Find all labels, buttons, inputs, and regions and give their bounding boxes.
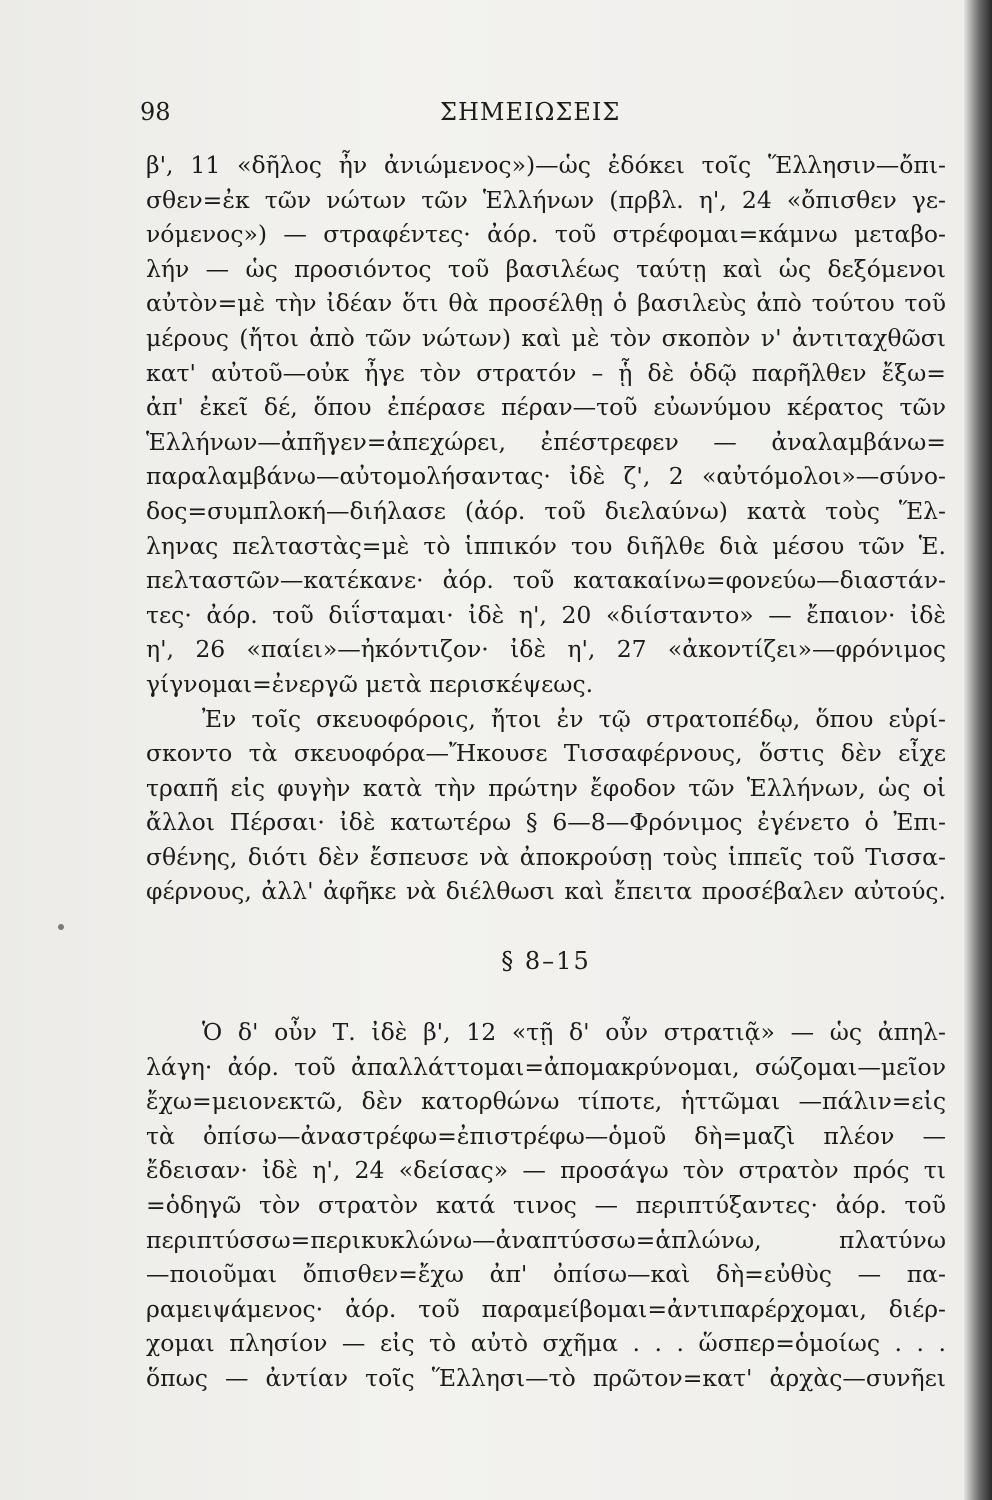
- text-line: λήν — ὡς προσιόντος τοῦ βασιλέως ταύτῃ καὶ ὡς δεξόμενοι: [146, 254, 946, 283]
- text-line: χομαι πλησίον — εἰς τὸ αὐτὸ σχῆμα . . . ὥσπερ=ὁμοίως . . .: [146, 1329, 946, 1358]
- text-line: περιπτύσσω=περικυκλώνω—ἀναπτύσσω=ἁπλώνω, πλατύνω: [146, 1225, 946, 1254]
- text-line: πελταστῶν—κατέκανε· ἀόρ. τοῦ κατακαίνω=φονεύω—διαστάν-: [146, 566, 946, 595]
- text-line: ληνας πελταστὰς=μὲ τὸ ἱππικόν του διῆλθε διὰ μέσου τῶν Ἑ.: [146, 531, 946, 560]
- text-line: σθένης, διότι δὲν ἔσπευσε νὰ ἀποκρούσῃ τοὺς ἱππεῖς τοῦ Τισσα-: [146, 842, 946, 871]
- text-line: β', 11 «δῆλος ἦν ἀνιώμενος»)—ὡς ἐδόκει τοῖς Ἕλλησιν—ὄπι-: [146, 151, 946, 179]
- text-line: ἄλλοι Πέρσαι· ἰδὲ κατωτέρω § 6—8—Φρόνιμος ἐγένετο ὁ Ἐπι-: [146, 808, 946, 837]
- text-line: λάγη· ἀόρ. τοῦ ἀπαλλάττομαι=ἀπομακρύνομαι, σώζομαι—μεῖον: [146, 1052, 946, 1081]
- page-header: [0, 98, 992, 132]
- paragraph-1: [146, 148, 946, 702]
- text-line: κατ' αὐτοῦ—οὐκ ἦγε τὸν στρατόν – ᾗ δὲ ὁδῷ παρῆλθεν ἔξω=: [146, 358, 946, 387]
- page-number: 98: [140, 98, 171, 126]
- text-line: δος=συμπλοκή—διήλασε (ἀόρ. τοῦ διελαύνω) κατὰ τοὺς Ἕλ-: [146, 496, 946, 525]
- text-line: σθεν=ἐκ τῶν νώτων τῶν Ἑλλήνων (πρβλ. η', 24 «ὄπισθεν γε-: [146, 185, 946, 214]
- paragraph-2: [146, 702, 946, 910]
- text-line: ἔχω=μειονεκτῶ, δὲν κατορθώνω τίποτε, ἡττῶμαι —πάλιν=εἰς: [146, 1087, 946, 1116]
- text-line: τραπῆ εἰς φυγὴν κατὰ τὴν πρώτην ἔφοδον τῶν Ἑλλήνων, ὡς οἱ: [146, 773, 946, 802]
- text-line: —ποιοῦμαι ὄπισθεν=ἔχω ἀπ' ὀπίσω—καὶ δὴ=εὐθὺς — πα-: [146, 1260, 946, 1289]
- text-line: αὐτὸν=μὲ τὴν ἰδέαν ὅτι θὰ προσέλθῃ ὁ βασιλεὺς ἀπὸ τούτου τοῦ: [146, 289, 946, 318]
- text-line: ἔδεισαν· ἰδὲ η', 24 «δείσας» — προσάγω τὸν στρατὸν πρός τι: [146, 1156, 946, 1185]
- ink-spot: [58, 924, 64, 930]
- text-line: η', 26 «παίει»—ἠκόντιζον· ἰδὲ η', 27 «ἀκοντίζει»—φρόνιμος: [146, 635, 946, 664]
- text-line: νόμενος») — στραφέντες· ἀόρ. τοῦ στρέφομαι=κάμνω μεταβο-: [146, 220, 946, 249]
- text-line: Ὁ δ' οὖν Τ. ἰδὲ β', 12 «τῇ δ' οὖν στρατιᾷ» — ὡς ἀπηλ-: [202, 1018, 946, 1047]
- text-line: σκοντο τὰ σκευοφόρα—Ἤκουσε Τισσαφέρνους, ὅστις δὲν εἶχε: [146, 739, 946, 768]
- section-heading: § 8–15: [501, 947, 591, 976]
- text-line: τὰ ὀπίσω—ἀναστρέφω=ἐπιστρέφω—ὁμοῦ δὴ=μαζὶ πλέον —: [146, 1121, 946, 1150]
- text-line: παραλαμβάνω—αὐτομολήσαντας· ἰδὲ ζ', 2 «αὐτόμολοι»—σύνο-: [146, 462, 946, 491]
- text-line: γίγνομαι=ἐνεργῶ μετὰ περισκέψεως.: [146, 669, 594, 698]
- text-block: [146, 148, 946, 1396]
- page-edge-shadow: [964, 0, 992, 1500]
- running-head: ΣΗΜΕΙΩΣΕΙΣ: [440, 98, 621, 126]
- text-line: ραμειψάμενος· ἀόρ. τοῦ παραμείβομαι=ἀντιπαρέρχομαι, διέρ-: [146, 1294, 946, 1323]
- text-line: =ὁδηγῶ τὸν στρατὸν κατά τινος — περιπτύξαντες· ἀόρ. τοῦ: [146, 1191, 946, 1220]
- text-line: Ἐν τοῖς σκευοφόροις, ἤτοι ἐν τῷ στρατοπέδῳ, ὅπου εὑρί-: [202, 704, 946, 733]
- text-line: ἀπ' ἐκεῖ δέ, ὅπου ἐπέρασε πέραν—τοῦ εὐωνύμου κέρατος τῶν: [146, 393, 946, 422]
- text-line: φέρνους, ἀλλ' ἀφῆκε νὰ διέλθωσι καὶ ἔπειτα προσέβαλεν αὐτούς.: [146, 877, 946, 906]
- text-line: τες· ἀόρ. τοῦ διΐσταμαι· ἰδὲ η', 20 «διίσταντο» — ἔπαιον· ἰδὲ: [146, 600, 946, 629]
- text-line: ὅπως — ἀντίαν τοῖς Ἕλλησι—τὸ πρῶτον=κατ' ἀρχὰς—συνῆει: [146, 1364, 946, 1392]
- paragraph-3: [146, 1015, 946, 1396]
- text-line: Ἑλλήνων—ἀπῆγεν=ἀπεχώρει, ἐπέστρεφεν — ἀναλαμβάνω=: [146, 427, 946, 456]
- text-line: μέρους (ἤτοι ἀπὸ τῶν νώτων) καὶ μὲ τὸν σκοπὸν ν' ἀντιταχθῶσι: [146, 323, 946, 352]
